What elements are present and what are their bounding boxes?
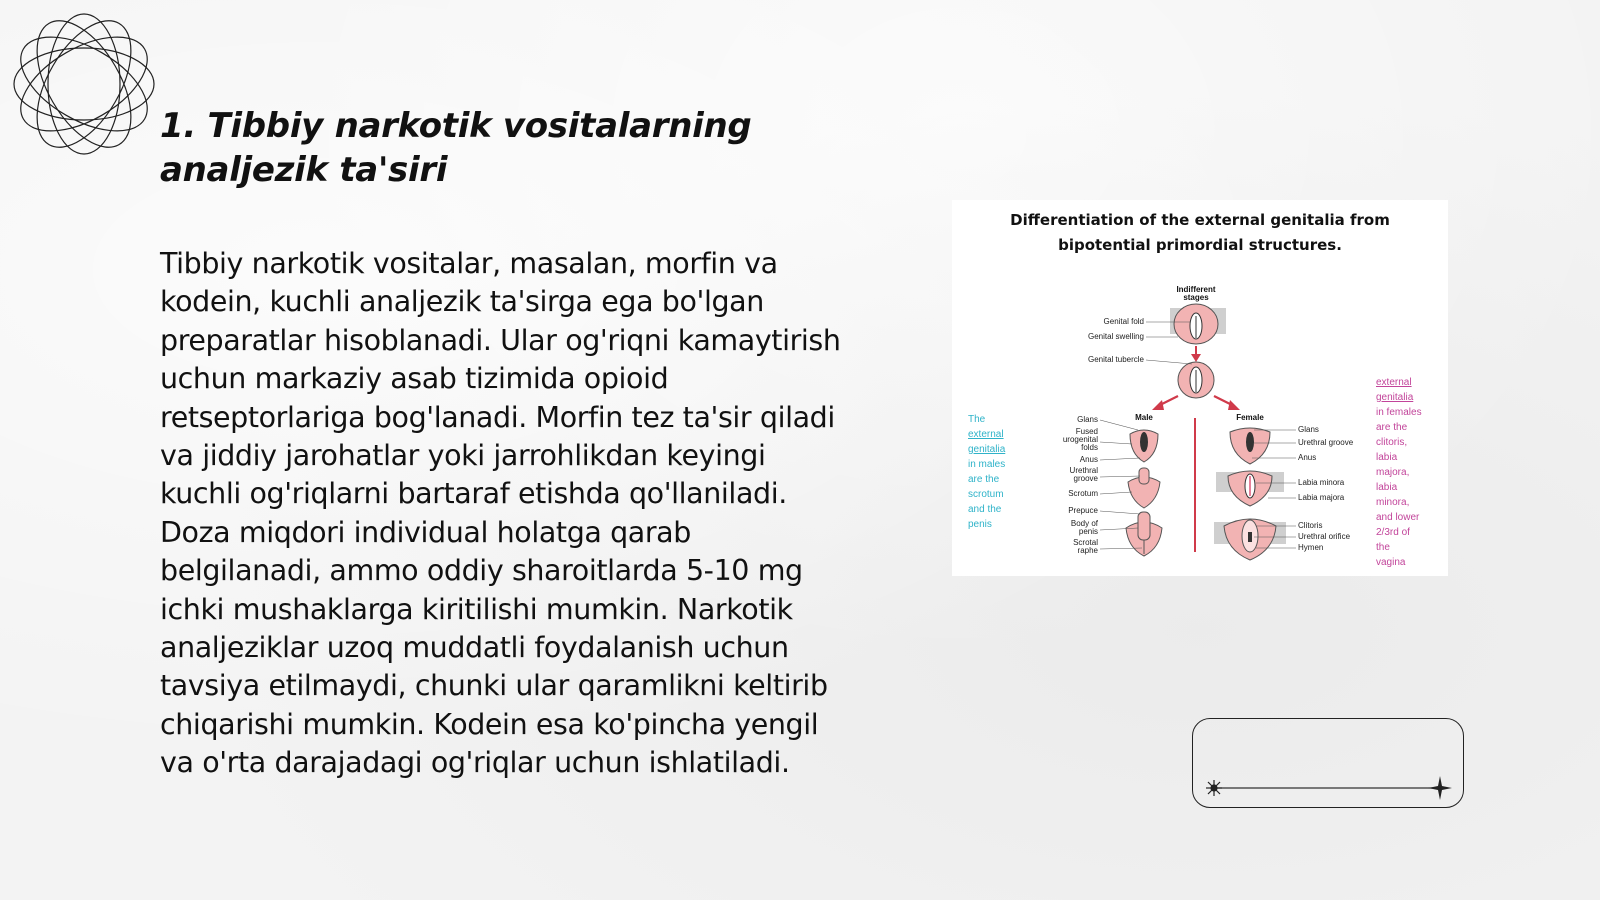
female-note-line: vagina [1376,557,1406,568]
male-note-line: The [968,414,986,425]
female-note-line: external [1376,377,1412,388]
interlocking-circles-logo [10,10,158,158]
female-label-glans: Glans [1298,425,1319,434]
male-heading: Male [1135,413,1153,422]
slide-title-line-1: 1. Tibbiy narkotik vositalarning [160,106,752,146]
male-note-line: genitalia [968,444,1006,455]
male-stage-drawings [1126,430,1162,556]
female-stage-drawings [1214,428,1286,560]
slide-body-text: Tibbiy narkotik vositalar, masalan, morfin va kodein, kuchli analjezik ta'sirga ega bo'lgan preparatlar hisoblanadi. Ular og'riqni kamaytirish uchun markaziy asab tizimida opioid retseptorlariga bog'lanadi. Morfin tez ta'sir qiladi va jiddiy jarohatlar yoki jarrohlikdan keyingi kuchli og'riqlarni bartaraf etishda qo'llaniladi. Doza miqdori individual holatga qarab belgilanadi, ammo oddiy sharoitlarda 5-10 mg ichki mushaklarga kiritilishi mumkin. Narkotik analjeziklar uzoq muddatli foydalanish uchun tavsiya etilmaydi, chunki ular qaramlikni keltirib chiqarishi mumkin. Kodein esa ko'pincha yengil va o'rta darajadagi og'riqlar uchun ishlatiladi. [160,247,841,780]
female-label-hymen: Hymen [1298,543,1324,552]
male-label-scrotum: Scrotum [1068,489,1098,498]
male-note-line: are the [968,474,1000,485]
female-label-labia-minora: Labia minora [1298,478,1345,487]
sun-icon [1206,780,1222,796]
female-note-line: clitoris, [1376,437,1408,448]
female-label-anus: Anus [1298,453,1317,462]
female-label-urethral-groove: Urethral groove [1298,438,1354,447]
male-label-body-1: Body of [1070,519,1098,528]
indifferent-stage-2-drawing [1178,362,1214,398]
figure-title-line-2: bipotential primordial structures. [1058,236,1342,254]
male-note [968,414,1006,530]
label-genital-fold: Genital fold [1103,317,1144,326]
male-label-anus: Anus [1079,455,1098,464]
stage-label-2: stages [1183,293,1209,302]
male-label-scrotal-2: raphe [1077,546,1098,555]
label-genital-swelling: Genital swelling [1087,332,1144,341]
male-note-line: penis [968,519,992,530]
slide-title-line-2: analjezik ta'siri [160,150,448,190]
female-note-line: labia [1376,452,1398,463]
male-label-glans: Glans [1077,415,1098,424]
female-label-labia-majora: Labia majora [1298,493,1345,502]
male-label-scrotal-1: Scrotal [1073,538,1098,547]
male-label-fused-3: folds [1081,443,1098,452]
male-label-urethral-2: groove [1073,474,1098,483]
indifferent-stage-1-drawing [1170,304,1226,344]
slider-track-graphic [1192,718,1464,808]
female-note-line: are the [1376,422,1408,433]
sparkle-icon [1428,776,1452,800]
female-note-line: and lower [1376,512,1420,523]
female-note [1376,377,1422,568]
decorative-slider-frame [1192,718,1464,808]
stage-label-1: Indifferent [1176,285,1216,294]
anatomy-diagram [952,200,1448,576]
male-note-line: and the [968,504,1002,515]
female-note-line: majora, [1376,467,1410,478]
male-label-prepuce: Prepuce [1068,506,1098,515]
label-genital-tubercle: Genital tubercle [1087,355,1144,364]
male-label-fused-2: urogenital [1062,435,1098,444]
male-note-line: external [968,429,1004,440]
female-label-clitoris: Clitoris [1298,521,1323,530]
female-label-urethral-orifice: Urethral orifice [1298,532,1351,541]
male-note-line: in males [968,459,1006,470]
genitalia-differentiation-figure [952,200,1448,576]
female-note-line: the [1376,542,1390,553]
male-note-line: scrotum [968,489,1004,500]
male-label-fused-1: Fused [1075,427,1098,436]
slide-title [160,104,860,192]
female-note-line: in females [1376,407,1422,418]
female-note-line: 2/3rd of [1376,527,1410,538]
male-label-body-2: penis [1078,527,1098,536]
female-note-line: labia [1376,482,1398,493]
female-note-line: minora, [1376,497,1410,508]
female-heading: Female [1236,413,1264,422]
female-note-line: genitalia [1376,392,1414,403]
male-label-urethral-1: Urethral [1069,466,1098,475]
figure-title-line-1: Differentiation of the external genitalia from [1010,211,1390,229]
